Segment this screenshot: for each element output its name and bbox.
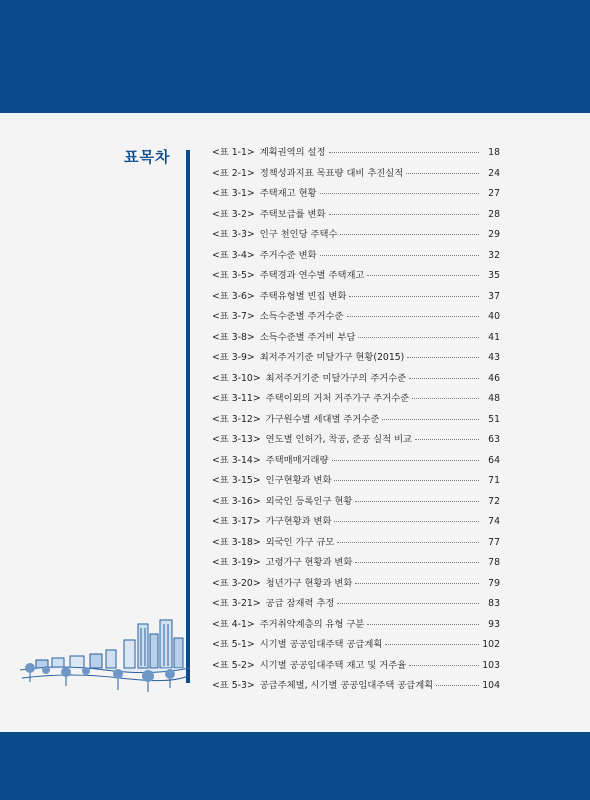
- toc-entry-number: <표 3-10>: [212, 372, 261, 384]
- toc-entry-number: <표 5-1>: [212, 639, 255, 650]
- toc-entry-number: <표 3-13>: [212, 434, 261, 445]
- toc-entry-page: 79: [488, 577, 500, 589]
- toc-entry-leader: [329, 214, 479, 215]
- toc-entry-leader: [367, 624, 479, 625]
- toc-entry-page: 64: [488, 454, 500, 466]
- toc-entry-page: 77: [488, 536, 500, 548]
- toc-entry[interactable]: [212, 493, 500, 514]
- toc-entry-leader: [355, 583, 479, 584]
- toc-entry-leader: [412, 398, 479, 399]
- toc-entry-number: <표 3-2>: [212, 208, 255, 220]
- toc-entry-title: 최저주거기준 미달가구 현황(2015): [259, 352, 405, 363]
- toc-entry-number: <표 3-20>: [212, 577, 261, 589]
- toc-entry-page: 40: [488, 311, 500, 322]
- toc-entry-page: 24: [488, 167, 500, 179]
- toc-entry-leader: [385, 644, 479, 645]
- top-band: [0, 0, 590, 113]
- toc-entry-title: 인구현황과 변화: [265, 475, 332, 486]
- toc-entry-title: 정책성과지표 목표량 대비 추진실적: [259, 167, 404, 179]
- bottom-band: [0, 732, 590, 800]
- toc-entry-title: 주택재고 현황: [259, 188, 317, 199]
- toc-entry-title: 주거수준 변화: [259, 249, 317, 261]
- toc-entry-page: 78: [488, 557, 500, 568]
- toc-entry-page: 104: [482, 680, 500, 691]
- toc-entry-title: 공급주체별, 시기별 공공임대주택 공급계획: [259, 680, 434, 691]
- toc-entry-number: <표 3-12>: [212, 413, 261, 425]
- toc-entry-page: 102: [482, 639, 500, 650]
- toc-entry-leader: [415, 439, 479, 440]
- toc-entry-number: <표 3-15>: [212, 475, 261, 486]
- toc-heading: 표목차: [124, 148, 171, 166]
- toc-entry[interactable]: [212, 185, 500, 206]
- toc-entry-page: 72: [488, 495, 500, 507]
- toc-entry-number: <표 5-3>: [212, 680, 255, 691]
- toc-entry-number: <표 4-1>: [212, 618, 255, 630]
- toc-entry-number: <표 3-7>: [212, 311, 255, 322]
- toc-entry[interactable]: [212, 616, 500, 637]
- toc-entry-page: 28: [488, 208, 500, 220]
- toc-entry-page: 93: [488, 618, 500, 630]
- toc-entry-number: <표 3-11>: [212, 393, 261, 404]
- toc-entry-title: 공급 잠재력 추정: [265, 598, 335, 609]
- toc-entry-leader: [320, 193, 479, 194]
- toc-entry-page: 83: [488, 598, 500, 609]
- toc-entry-page: 18: [488, 147, 500, 158]
- toc-entry-number: <표 3-16>: [212, 495, 261, 507]
- toc-entry[interactable]: [212, 390, 500, 411]
- toc-entry-number: <표 2-1>: [212, 167, 255, 179]
- toc-entry-leader: [367, 275, 479, 276]
- toc-entry-page: 37: [488, 290, 500, 302]
- toc-entry[interactable]: [212, 165, 500, 186]
- toc-entry-leader: [355, 562, 479, 563]
- toc-entry-title: 주택유형별 빈집 변화: [259, 290, 347, 302]
- toc-entry-title: 최저주거기준 미달가구의 주거수준: [265, 372, 407, 384]
- toc-entry[interactable]: [212, 288, 500, 309]
- toc-entry-title: 청년가구 현황과 변화: [265, 577, 353, 589]
- toc-entry[interactable]: [212, 534, 500, 555]
- toc-entry-page: 35: [488, 270, 500, 281]
- toc-entry-title: 가구현황과 변화: [265, 516, 332, 527]
- toc-entry[interactable]: [212, 329, 500, 350]
- toc-entry[interactable]: [212, 575, 500, 596]
- toc-entry-page: 29: [488, 229, 500, 240]
- toc-entry-number: <표 3-6>: [212, 290, 255, 302]
- toc-entry-number: <표 3-8>: [212, 331, 255, 343]
- toc-entry-title: 가구원수별 세대별 주거수준: [265, 413, 380, 425]
- toc-entry-leader: [332, 460, 480, 461]
- toc-entry-leader: [329, 152, 479, 153]
- toc-entry-leader: [334, 521, 479, 522]
- toc-entry-leader: [409, 378, 479, 379]
- toc-entry-leader: [409, 665, 479, 666]
- toc-entry[interactable]: [212, 513, 500, 534]
- toc-entry[interactable]: [212, 657, 500, 678]
- toc-entry-title: 외국인 등록인구 현황: [265, 495, 353, 507]
- toc-entry-number: <표 3-1>: [212, 188, 255, 199]
- toc-entry-title: 시기별 공공임대주택 재고 및 거주율: [259, 659, 407, 671]
- toc-entry-number: <표 3-17>: [212, 516, 261, 527]
- toc-list: [212, 144, 500, 698]
- toc-entry-page: 63: [488, 434, 500, 445]
- toc-entry[interactable]: [212, 472, 500, 493]
- toc-entry[interactable]: [212, 595, 500, 616]
- toc-entry-number: <표 1-1>: [212, 147, 255, 158]
- toc-entry-page: 27: [488, 188, 500, 199]
- toc-entry[interactable]: [212, 349, 500, 370]
- toc-entry-leader: [358, 337, 479, 338]
- toc-entry-leader: [347, 316, 480, 317]
- toc-entry-leader: [349, 296, 479, 297]
- toc-entry-page: 46: [488, 372, 500, 384]
- toc-entry-title: 주거취약계층의 유형 구분: [259, 618, 365, 630]
- toc-entry-title: 소득수준별 주거비 부담: [259, 331, 356, 343]
- toc-entry-number: <표 3-21>: [212, 598, 261, 609]
- toc-entry-number: <표 3-9>: [212, 352, 255, 363]
- city-skyline-illustration: [20, 618, 190, 698]
- toc-entry-leader: [337, 603, 479, 604]
- toc-entry-title: 시기별 공공임대주택 공급계획: [259, 639, 383, 650]
- toc-entry-title: 계획권역의 설정: [259, 147, 326, 158]
- toc-entry-page: 71: [488, 475, 500, 486]
- toc-entry-leader: [407, 357, 479, 358]
- toc-entry[interactable]: [212, 431, 500, 452]
- toc-entry[interactable]: [212, 247, 500, 268]
- toc-entry-leader: [320, 255, 479, 256]
- toc-entry-number: <표 3-4>: [212, 249, 255, 261]
- toc-entry-page: 103: [482, 659, 500, 671]
- toc-entry-page: 48: [488, 393, 500, 404]
- toc-entry-title: 고령가구 현황과 변화: [265, 557, 353, 568]
- toc-entry[interactable]: [212, 677, 500, 698]
- heading-divider-bar: [186, 150, 190, 683]
- toc-entry[interactable]: [212, 308, 500, 329]
- toc-entry-leader: [355, 501, 479, 502]
- toc-entry[interactable]: [212, 636, 500, 657]
- toc-entry-leader: [406, 173, 479, 174]
- toc-entry-page: 51: [488, 413, 500, 425]
- toc-entry-leader: [382, 419, 479, 420]
- toc-entry[interactable]: [212, 206, 500, 227]
- toc-entry-title: 주택경과 연수별 주택재고: [259, 270, 365, 281]
- toc-entry-leader: [337, 542, 479, 543]
- toc-entry-leader: [340, 234, 479, 235]
- toc-entry-number: <표 5-2>: [212, 659, 255, 671]
- toc-entry-title: 소득수준별 주거수준: [259, 311, 344, 322]
- toc-entry[interactable]: [212, 226, 500, 247]
- toc-entry-title: 주택보급률 변화: [259, 208, 326, 220]
- toc-entry-title: 인구 천인당 주택수: [259, 229, 338, 240]
- toc-entry-leader: [436, 685, 479, 686]
- toc-entry-number: <표 3-18>: [212, 536, 261, 548]
- toc-entry-title: 주택이외의 거처 거주가구 주거수준: [265, 393, 410, 404]
- toc-entry[interactable]: [212, 267, 500, 288]
- toc-entry-number: <표 3-14>: [212, 454, 261, 466]
- toc-entry[interactable]: [212, 144, 500, 165]
- toc-entry-page: 43: [488, 352, 500, 363]
- toc-entry-title: 주택매매거래량: [265, 454, 329, 466]
- toc-entry-page: 41: [488, 331, 500, 343]
- toc-entry[interactable]: [212, 411, 500, 432]
- toc-entry-leader: [334, 480, 479, 481]
- toc-entry-title: 외국인 가구 규모: [265, 536, 335, 548]
- toc-entry[interactable]: [212, 452, 500, 473]
- toc-entry-number: <표 3-3>: [212, 229, 255, 240]
- toc-entry[interactable]: [212, 554, 500, 575]
- toc-entry-title: 연도별 인허가, 착공, 준공 실적 비교: [265, 434, 413, 445]
- toc-entry[interactable]: [212, 370, 500, 391]
- toc-entry-page: 32: [488, 249, 500, 261]
- toc-entry-page: 74: [488, 516, 500, 527]
- toc-entry-number: <표 3-5>: [212, 270, 255, 281]
- toc-entry-number: <표 3-19>: [212, 557, 261, 568]
